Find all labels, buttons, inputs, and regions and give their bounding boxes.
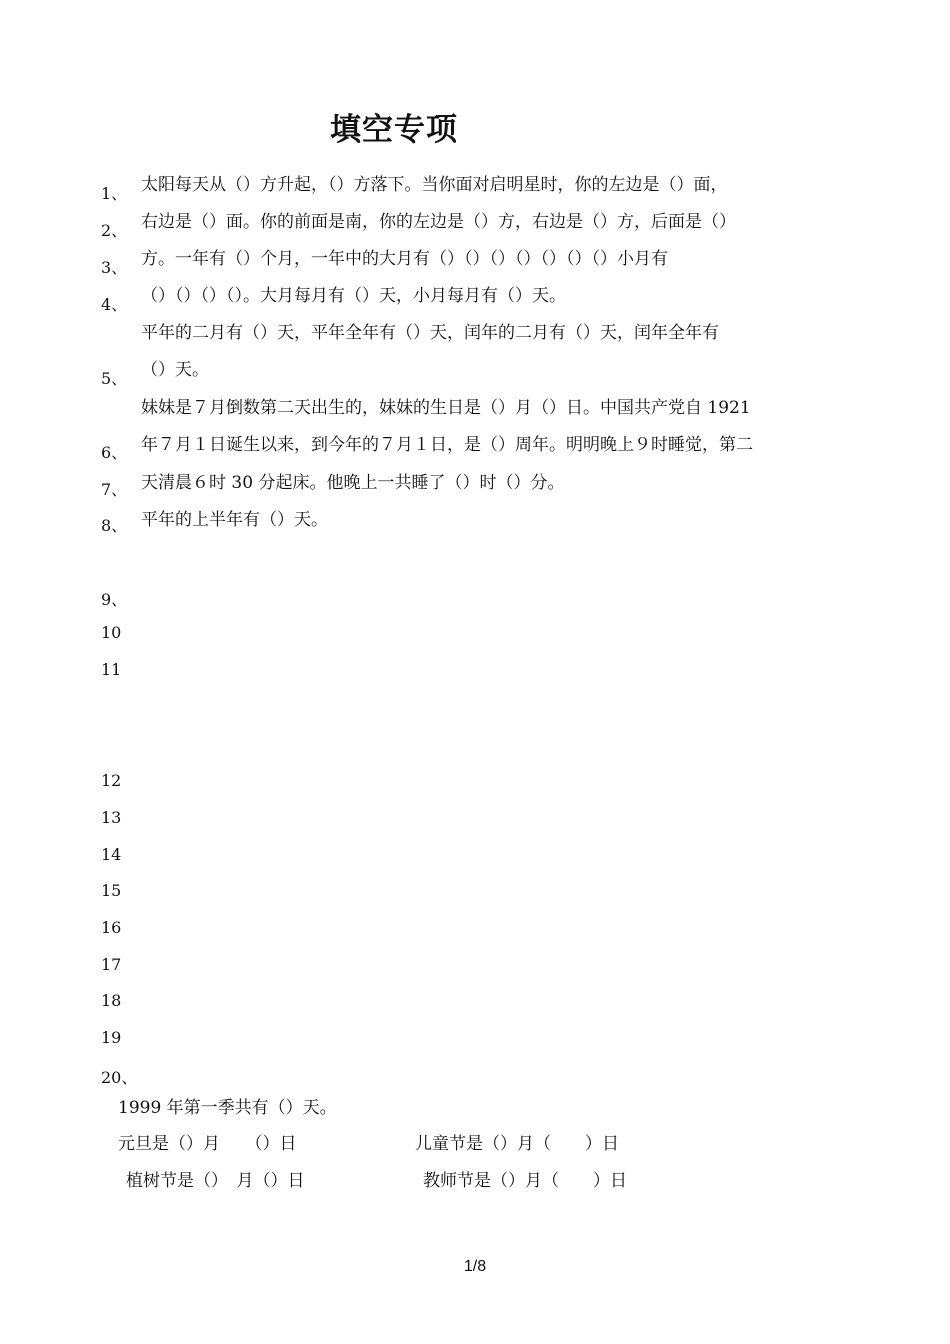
question-number: 2、 [101,221,128,240]
arbor-day-question: 植树节是（） 月（）日 [126,1171,305,1191]
question-number: 16 [101,918,122,937]
question-text-line: 平年的二月有（）天，平年全年有（）天，闰年的二月有（）天，闰年全年有 [141,323,719,343]
question-number: 18 [101,991,122,1010]
question-number: 7、 [101,480,128,499]
question-number: 4、 [101,295,128,314]
question-text-line: 天清晨６时 30 分起床。他晚上一共睡了（）时（）分。 [141,473,565,493]
children-day-question: 儿童节是（）月（ ）日 [415,1134,619,1154]
question-number: 17 [101,955,122,974]
season-question: 1999 年第一季共有（）天。 [118,1098,337,1118]
page-number: 1/8 [463,1258,487,1275]
teachers-day-question: 教师节是（）月（ ）日 [423,1171,627,1191]
question-text-line: 平年的上半年有（）天。 [141,510,328,530]
question-number: 10 [101,623,122,642]
question-number: 3、 [101,258,128,277]
question-number: 19 [101,1028,122,1047]
question-text-line: （）（）（）（）。大月每月有（）天，小月每月有（）天。 [141,286,566,306]
question-number: 1、 [101,184,128,203]
question-number: 13 [101,808,122,827]
question-number: 14 [101,845,122,864]
question-number: 5、 [101,369,128,388]
page-title: 填空专项 [330,112,458,148]
question-number: 15 [101,881,122,900]
question-number: 20、 [101,1068,138,1087]
question-number: 9、 [101,590,128,609]
new-year-question: 元旦是（）月 （）日 [118,1134,297,1154]
question-text-line: 年７月１日诞生以来，到今年的７月１日，是（）周年。明明晚上９时睡觉，第二 [141,435,753,455]
question-number: 8、 [101,516,128,535]
question-text-line: 右边是（）面。你的前面是南，你的左边是（）方，右边是（）方，后面是（） [141,212,736,232]
question-text-line: 太阳每天从（）方升起，（）方落下。当你面对启明星时，你的左边是（）面， [141,175,728,195]
question-text-line: （）天。 [141,360,209,380]
question-text-line: 方。一年有（）个月，一年中的大月有（）（）（）（）（）（）（）小月有 [141,249,668,269]
question-text-line: 妹妹是７月倒数第二天出生的，妹妹的生日是（）月（）日。中国共产党自 1921 [141,398,751,418]
question-number: 6、 [101,443,128,462]
question-number: 12 [101,771,122,790]
question-number: 11 [101,660,122,679]
